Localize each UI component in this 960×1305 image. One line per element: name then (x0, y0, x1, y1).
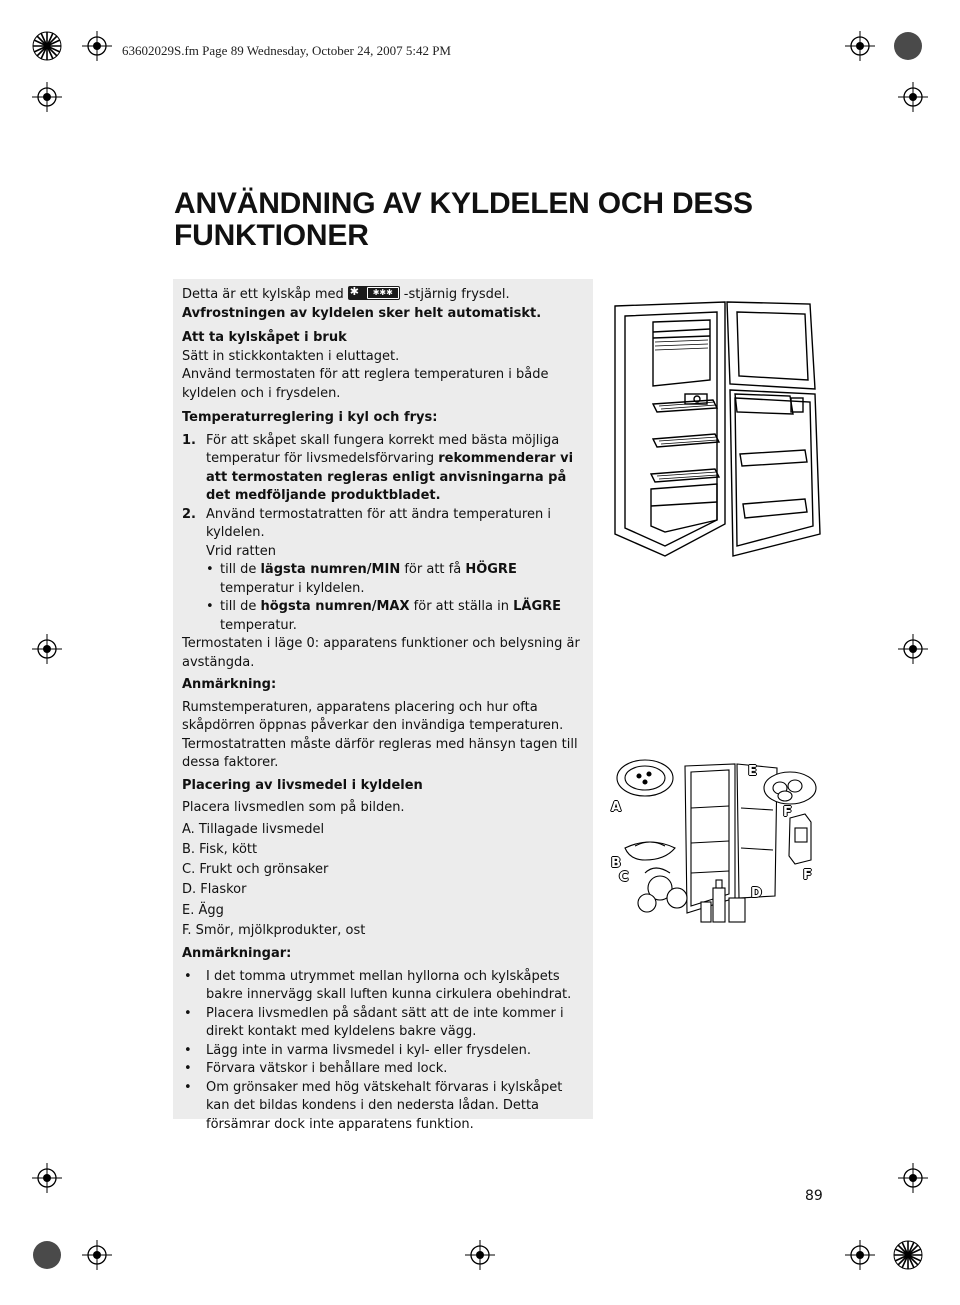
thermostat-zero-note: Termostaten i läge 0: apparatens funktioner och belysning är avstängda. (182, 636, 580, 670)
registration-mark-icon (32, 634, 62, 664)
placement-heading: Placering av livsmedel i kyldelen (182, 777, 423, 793)
section-heading-temperature: Temperaturreglering i kyl och frys: (182, 410, 438, 425)
registration-mark-icon (845, 31, 875, 61)
note-text: Rumstemperaturen, apparatens placering och hur ofta skåpdörren öppnas påverkar den invändiga temperaturen. Termostatratten måste därför regleras med hänsyn tagen till dessa faktorer. (182, 699, 578, 770)
note-heading: Anmärkning: (182, 677, 277, 692)
list-item: E. Ägg (182, 902, 224, 918)
notes-bullet: • Om grönsaker med hög vätskehalt förvaras i kylskåpet kan det bildas kondens i den nedersta lådan. Detta försämrar dock inte apparatens funktion. (184, 1079, 563, 1132)
registration-mark-icon (898, 1163, 928, 1193)
color-target-icon (32, 31, 62, 61)
figure-label-c: C (619, 870, 629, 885)
list-item: F. Smör, mjölkprodukter, ost (182, 922, 366, 938)
figure-label-f-top: F (783, 805, 792, 820)
start-line-2: Använd termostaten för att reglera temperaturen i både kyldelen och i frysdelen. (182, 367, 549, 401)
registration-mark-icon (898, 634, 928, 664)
gray-dot-icon (893, 31, 923, 61)
page-title: ANVÄNDNING AV KYLDELEN OCH DESS FUNKTIONER (174, 187, 753, 252)
main-content (182, 286, 587, 1134)
registration-mark-icon (32, 1163, 62, 1193)
section-heading-start: Att ta kylskåpet i bruk (182, 330, 347, 345)
temp-bullet-2: • till de högsta numren/MAX för att ställa in LÄGRE temperatur. (206, 599, 562, 633)
registration-mark-icon (32, 82, 62, 112)
placement-intro: Placera livsmedlen som på bilden. (182, 800, 405, 815)
list-item: A. Tillagade livsmedel (182, 821, 325, 837)
placement-list (182, 820, 587, 942)
registration-mark-icon (82, 31, 112, 61)
notes-heading: Anmärkningar: (182, 946, 292, 962)
notes-bullet: • I det tomma utrymmet mellan hyllorna och kylskåpets bakre innervägg skall luften kunna cirkulera obehindrat. (184, 968, 572, 1003)
temp-item-2-sub: Vrid ratten (206, 543, 276, 559)
notes-bullet: • Placera livsmedlen på sådant sätt att de inte kommer i direkt kontakt med kyldelens bakre vägg. (184, 1005, 564, 1040)
list-item: B. Fisk, kött (182, 841, 258, 857)
notes-bullet: • Lägg inte in varma livsmedel i kyl- eller frysdelen. (184, 1042, 532, 1058)
intro-line: Detta är ett kylskåp med ✱ ✱✱✱ -stjärnig frysdel. (182, 285, 510, 302)
temp-item-1: 1. För att skåpet skall fungera korrekt med bästa möjliga temperatur för livsmedelsförvaring rekommenderar vi att termostaten regleras enligt anvisningarna på det medföljande produktbladet. (182, 432, 574, 503)
temp-bullet-1: • till de lägsta numren/MIN för att få HÖGRE temperatur i kyldelen. (206, 562, 517, 596)
color-target-icon (893, 1240, 923, 1270)
figure-label-d: D (751, 886, 762, 901)
figure-label-b: B (611, 856, 621, 871)
fridge-food-placement-illustration (605, 748, 833, 930)
figure-label-e: E (748, 764, 757, 779)
print-header: 63602029S.fm Page 89 Wednesday, October 24, 2007 5:42 PM (122, 43, 451, 58)
registration-mark-icon (845, 1240, 875, 1270)
registration-mark-icon (465, 1240, 495, 1270)
list-item: D. Flaskor (182, 882, 247, 898)
freezer-star-rating-icon: ✱ ✱✱✱ (348, 286, 400, 300)
figure-label-f-bottom: F (803, 868, 812, 883)
temp-item-2: 2. Använd termostatratten för att ändra temperaturen i kyldelen. (182, 506, 551, 540)
notes-bullet: • Förvara vätskor i behållare med lock. (184, 1061, 448, 1077)
registration-mark-icon (82, 1240, 112, 1270)
figure-label-a: A (611, 800, 622, 815)
gray-dot-icon (32, 1240, 62, 1270)
registration-mark-icon (898, 82, 928, 112)
list-item: C. Frukt och grönsaker (182, 862, 329, 878)
fridge-open-illustration (605, 294, 835, 584)
intro-defrost: Avfrostningen av kyldelen sker helt automatiskt. (182, 305, 542, 321)
start-line-1: Sätt in stickkontakten i eluttaget. (182, 348, 400, 364)
page-number: 89 (805, 1188, 823, 1204)
